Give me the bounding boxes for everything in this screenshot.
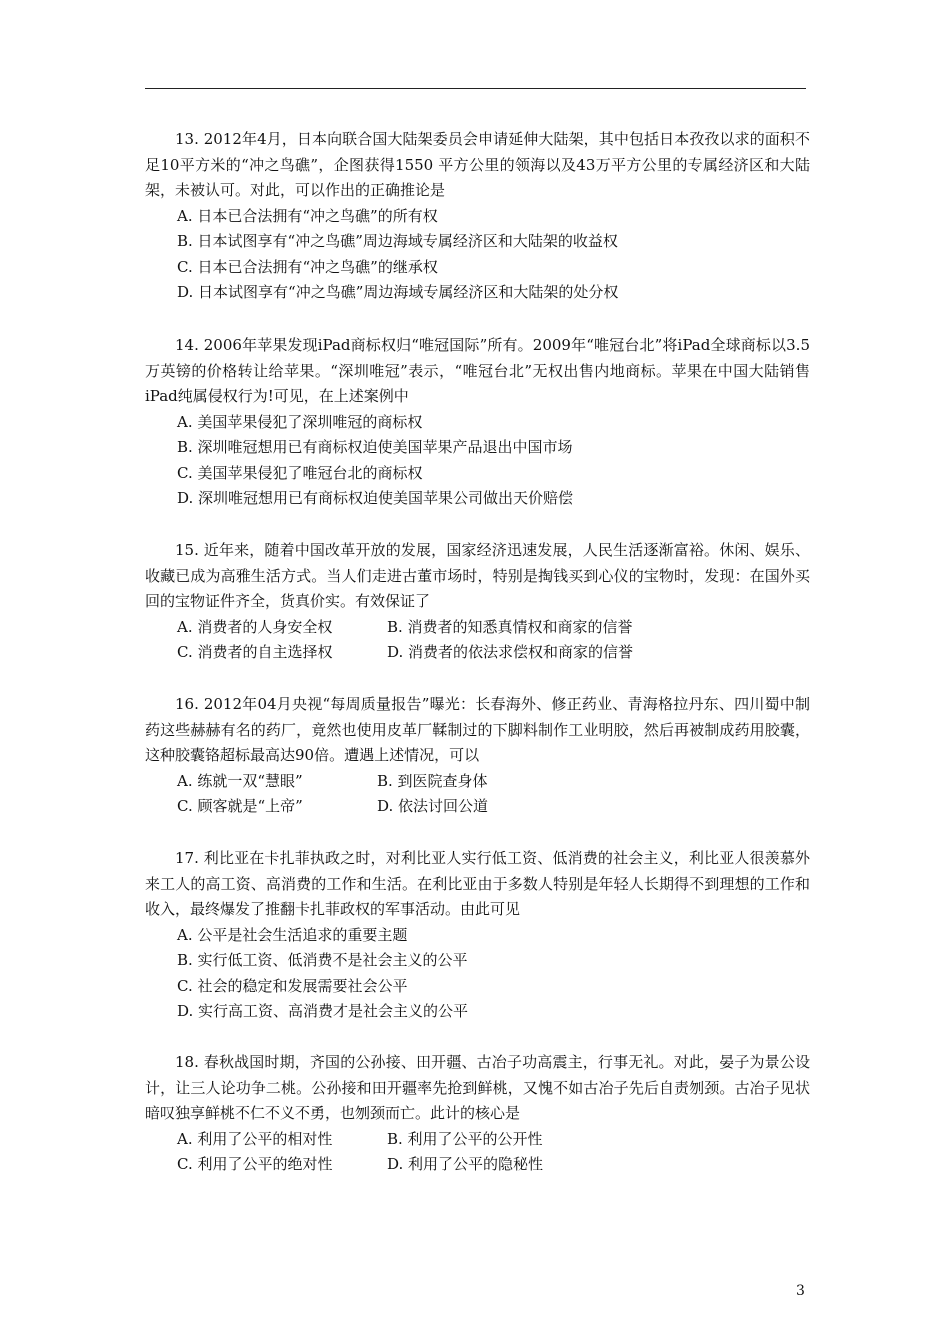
option-c: C. 顾客就是“上帝”	[177, 797, 303, 815]
page-number: 3	[796, 1283, 805, 1299]
option-b: B. 消费者的知悉真情权和商家的信誉	[387, 617, 633, 636]
option-row	[145, 794, 810, 820]
question-16	[145, 692, 810, 820]
question-stem: 15. 近年来，随着中国改革开放的发展，国家经济迅速发展，人民生活逐渐富裕。休闲、娱乐、收藏已成为高雅生活方式。当人们走进古董市场时，特别是掏钱买到心仪的宝物时，发现：在国外买回的宝物证件齐全，货真价实。有效保证了	[145, 541, 810, 610]
option-c: C. 利用了公平的绝对性	[177, 1155, 333, 1173]
option-row	[145, 640, 810, 666]
option-c: C. 消费者的自主选择权	[177, 643, 333, 661]
option-a: A. 练就一双“慧眼”	[177, 771, 303, 790]
option-row	[145, 1127, 810, 1153]
question-17	[145, 846, 810, 1025]
option-d: D. 深圳唯冠想用已有商标权迫使美国苹果公司做出天价赔偿	[177, 489, 574, 507]
header-rule	[145, 88, 806, 89]
option-b: B. 日本试图享有“冲之鸟礁”周边海域专属经济区和大陆架的收益权	[177, 232, 618, 250]
option-d: D. 利用了公平的隐秘性	[387, 1155, 544, 1173]
option-row	[145, 615, 810, 641]
option-a: A. 美国苹果侵犯了深圳唯冠的商标权	[177, 412, 423, 431]
question-stem: 13. 2012年4月，日本向联合国大陆架委员会申请延伸大陆架，其中包括日本孜孜以求的面积不足10平方米的“冲之鸟礁”，企图获得1550 平方公里的领海以及43万平方公里的专属经济区和大陆架，未被认可。对此，可以作出的正确推论是	[145, 130, 810, 199]
option-d: D. 消费者的依法求偿权和商家的信誉	[387, 643, 634, 661]
option-b: B. 深圳唯冠想用已有商标权迫使美国苹果产品退出中国市场	[177, 438, 573, 456]
question-stem: 16. 2012年04月央视“每周质量报告”曝光：长春海外、修正药业、青海格拉丹东、四川蜀中制药这些赫赫有名的药厂，竟然也使用皮革厂鞣制过的下脚料制作工业明胶，然后再被制成药用胶囊，这种胶囊铬超标最高达90倍。遭遇上述情况，可以	[145, 695, 810, 764]
option-b: B. 实行低工资、低消费不是社会主义的公平	[177, 951, 468, 969]
option-b: B. 利用了公平的公开性	[387, 1129, 543, 1148]
option-d: D. 依法讨回公道	[377, 797, 489, 815]
question-stem: 18. 春秋战国时期，齐国的公孙接、田开疆、古冶子功高震主，行事无礼。对此，晏子为景公设计，让三人论功争二桃。公孙接和田开疆率先抢到鲜桃，又愧不如古冶子先后自责刎颈。古冶子见状暗叹独享鲜桃不仁不义不勇，也刎颈而亡。此计的核心是	[145, 1053, 810, 1122]
option-a: A. 日本已合法拥有“冲之鸟礁”的所有权	[177, 206, 438, 225]
option-c: C. 日本已合法拥有“冲之鸟礁”的继承权	[177, 257, 438, 276]
question-15	[145, 538, 810, 666]
question-stem: 17. 利比亚在卡扎菲执政之时，对利比亚人实行低工资、低消费的社会主义，利比亚人很羡慕外来工人的高工资、高消费的工作和生活。在利比亚由于多数人特别是年轻人长期得不到理想的工作和收入，最终爆发了推翻卡扎菲政权的军事活动。由此可见	[145, 849, 810, 918]
option-d: D. 日本试图享有“冲之鸟礁”周边海域专属经济区和大陆架的处分权	[177, 283, 619, 301]
option-c: C. 美国苹果侵犯了唯冠台北的商标权	[177, 463, 423, 482]
option-d: D. 实行高工资、高消费才是社会主义的公平	[177, 1002, 469, 1020]
option-a: A. 消费者的人身安全权	[177, 617, 333, 636]
option-a: A. 公平是社会生活追求的重要主题	[177, 925, 408, 944]
question-stem: 14. 2006年苹果发现iPad商标权归“唯冠国际”所有。2009年“唯冠台北”将iPad全球商标以3.5万英镑的价格转让给苹果。“深圳唯冠”表示，“唯冠台北”无权出售内地商标。苹果在中国大陆销售iPad纯属侵权行为!可见，在上述案例中	[145, 336, 810, 405]
option-c: C. 社会的稳定和发展需要社会公平	[177, 976, 408, 995]
question-18	[145, 1050, 810, 1178]
option-a: A. 利用了公平的相对性	[177, 1129, 333, 1148]
question-14	[145, 333, 810, 512]
option-b: B. 到医院查身体	[377, 771, 488, 790]
option-row	[145, 1152, 810, 1178]
option-row	[145, 769, 810, 795]
question-13	[145, 127, 810, 306]
